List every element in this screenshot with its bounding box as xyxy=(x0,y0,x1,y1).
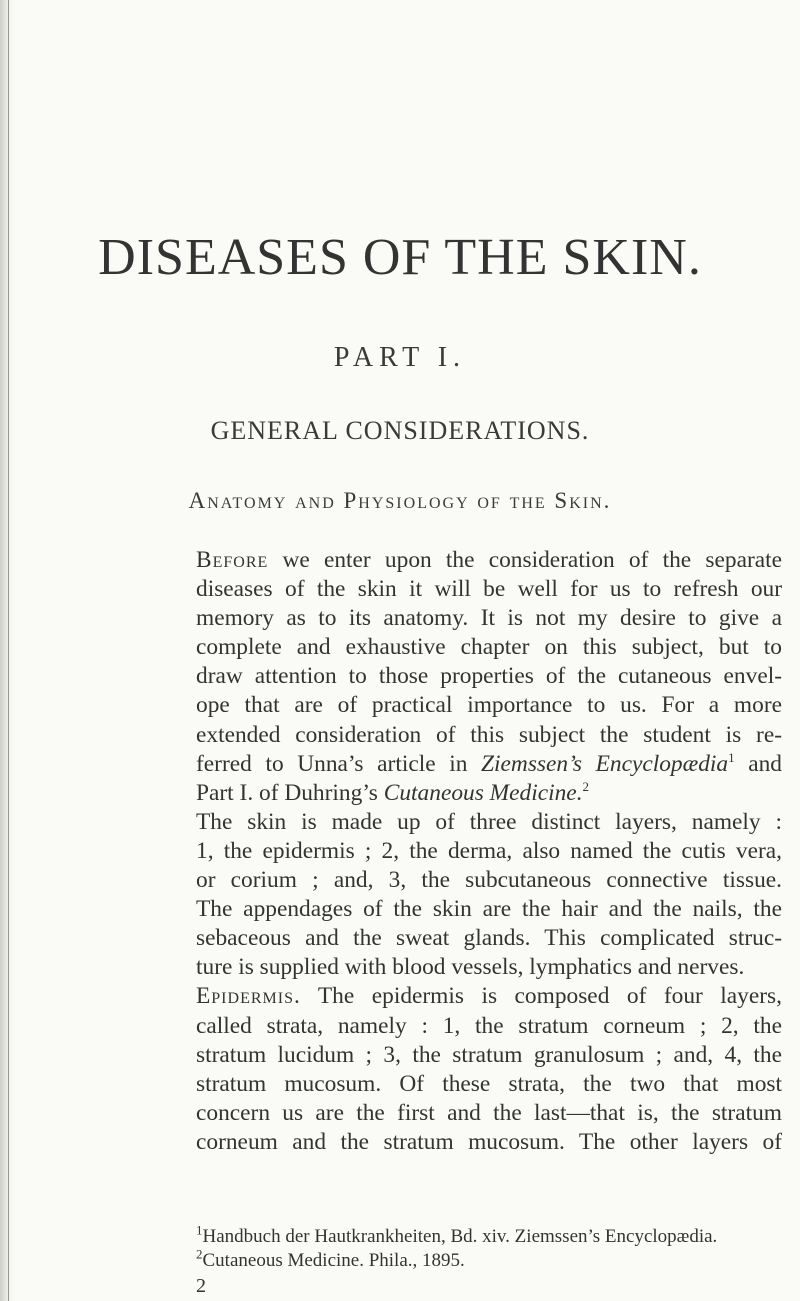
text-line xyxy=(196,924,782,953)
text-line xyxy=(196,953,782,982)
footnote-2: $^2$Cutaneous Medicine. Phila., 1895. xyxy=(196,1246,465,1271)
text-line xyxy=(196,982,782,1011)
text-line xyxy=(196,604,782,633)
text-segment: Cutaneous Medicine. xyxy=(383,779,583,806)
text-segment: The epidermis is composed of four layers, xyxy=(300,983,782,1010)
text-line xyxy=(196,546,782,575)
text-segment: we enter upon the consideration of the separate xyxy=(268,547,782,573)
text-segment: memory as to its anatomy. It is not my desire to give a xyxy=(196,605,782,632)
text-segment: or corium ; and, 3, the subcutaneous connective tissue. xyxy=(196,867,782,894)
page-number: 2 xyxy=(196,1275,206,1297)
text-segment: and xyxy=(734,750,783,777)
text-segment: Ziemssen’s Encyclopædia xyxy=(481,750,729,777)
text-segment: Epidermis. xyxy=(196,983,301,1010)
text-segment: stratum mucosum. Of these strata, the two that most xyxy=(196,1070,782,1097)
subsection-heading: Anatomy and Physiology of the Skin. xyxy=(188,488,612,513)
paragraph xyxy=(196,982,782,1157)
text-line xyxy=(196,1070,782,1099)
text-segment: complete and exhaustive chapter on this subject, but to xyxy=(196,634,782,661)
text-line xyxy=(196,1099,782,1128)
text-line xyxy=(196,1012,782,1041)
text-segment: concern us are the first and the last—that is, the stratum xyxy=(196,1099,782,1126)
text-segment: draw attention to those properties of the cutaneous envel- xyxy=(196,663,782,690)
text-line xyxy=(196,721,782,750)
text-segment: ope that are of practical importance to us. For a more xyxy=(196,692,782,719)
main-title: DISEASES OF THE SKIN. xyxy=(98,229,702,286)
text-segment: stratum lucidum ; 3, the stratum granulosum ; and, 4, the xyxy=(196,1041,782,1068)
text-segment: extended consideration of this subject the student is re- xyxy=(196,721,782,748)
text-line xyxy=(196,808,782,837)
text-line xyxy=(196,1041,782,1070)
text-line xyxy=(196,662,782,691)
footnote-1: $^1$Handbuch der Hautkrankheiten, Bd. xiv. Ziemssen’s Encyclopædia. xyxy=(196,1222,718,1247)
body-text xyxy=(196,546,782,1157)
text-segment: Part I. of Duhring’s xyxy=(196,779,384,806)
footnotes xyxy=(196,1222,786,1273)
text-line xyxy=(196,633,782,662)
text-line xyxy=(196,691,782,720)
text-line xyxy=(196,575,782,604)
text-line xyxy=(196,895,782,924)
text-line xyxy=(196,779,782,808)
text-segment: sebaceous and the sweat glands. This complicated struc- xyxy=(196,925,782,952)
text-line xyxy=(196,1128,782,1157)
footnote-ref: 1 xyxy=(728,749,735,765)
text-segment: Before xyxy=(196,547,269,573)
section-heading: GENERAL CONSIDERATIONS. xyxy=(210,416,590,445)
text-segment: ture is supplied with blood vessels, lymphatics and nerves. xyxy=(196,954,745,981)
text-segment: 1, the epidermis ; 2, the derma, also named the cutis vera, xyxy=(196,837,782,864)
text-segment: called strata, namely : 1, the stratum corneum ; 2, the xyxy=(196,1012,782,1039)
text-segment: corneum and the stratum mucosum. The other layers of xyxy=(196,1128,782,1155)
text-segment: The skin is made up of three distinct layers, namely : xyxy=(196,808,782,835)
text-segment: diseases of the skin it will be well for us to refresh our xyxy=(196,576,782,603)
text-segment: The appendages of the skin are the hair and the nails, the xyxy=(196,896,782,923)
paragraph xyxy=(196,546,782,808)
text-line xyxy=(196,866,782,895)
part-heading: PART I. xyxy=(333,342,467,373)
footnote-ref: 2 xyxy=(582,778,590,794)
text-line xyxy=(196,750,782,779)
paragraph xyxy=(196,808,782,983)
text-line xyxy=(196,837,782,866)
text-segment: ferred to Unna’s article in xyxy=(196,750,482,777)
